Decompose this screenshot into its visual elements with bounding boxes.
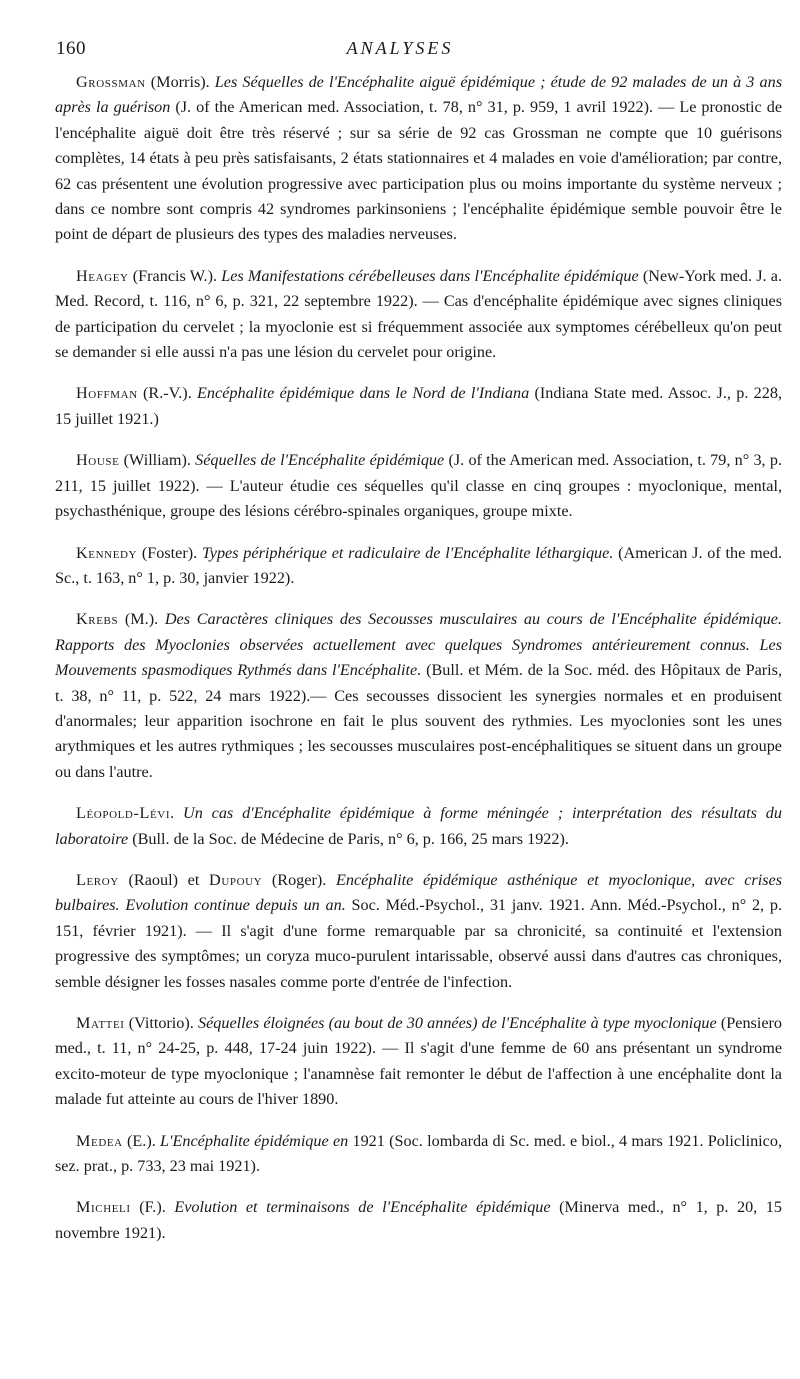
entry-body: (New-York med. J. a. Med. Record, t. 116, n° 6, p. 321, 22 septembre 1922). — Cas d'encéphalite épidémique avec signes cliniques de participation du cervelet ; la myoclonie est si fréquemment associée aux symptomes cérébelleux qu'on peut se demander si elle aussi n'a pas une lésion du cervelet pour origine. [55,266,782,362]
entry-kennedy [55,541,782,592]
entry-title: Les Séquelles de l'Encéphalite aiguë épidémique ; étude de 92 malades de un à 3 ans après la guérison [55,73,782,117]
entry-body: Soc. Méd.-Psychol., 31 janv. 1921. Ann. Méd.-Psychol., n° 2, p. 151, février 1921). — Il s'agit d'une forme remarquable par sa chronicité, sa continuité et l'extension progressive des symptômes; un coryza muco-purulent intarissable, observé aussi dans d'autres cas chroniques, semble désigner les fosses nasales comme porte d'entrée de l'infection. [55,896,782,991]
entry-author: Kennedy [76,543,138,562]
entry-title: Séquelles de l'Encéphalite épidémique [195,451,445,470]
entry-given-name: (M.). [118,610,165,629]
entry-grossman [55,70,782,248]
entry-coauthor-given-name: (Roger). [262,870,336,889]
entry-author: Mattei [76,1014,125,1032]
entry-title: Un cas d'Encéphalite épidémique à forme méningée ; interprétation des résultats du laboratoire [55,804,782,848]
entry-mattei [55,1011,782,1113]
entry-heagey [55,264,782,366]
entry-body: (Minerva med., n° 1, p. 20, 15 novembre 1921). [55,1198,782,1242]
bibliography-list [55,70,782,1262]
entry-given-name: (E.). [122,1131,161,1150]
entry-given-name: (F.). [130,1198,175,1217]
entry-leroy-dupouy [55,868,782,995]
entry-krebs [55,607,782,785]
entry-title: Evolution et terminaisons de l'Encéphalite épidémique [174,1198,551,1217]
entry-body: (Bull. et Mém. de la Soc. méd. des Hôpitaux de Paris, t. 38, n° 11, p. 522, 24 mars 1922).— Ces secousses dissocient les synergies normales et en produisent d'anormales; leur apparition isochrone en fait le plus souvent des rythmies. Les myoclonies sont les unes arythmiques et les autres rythmiques ; les secousses musculaires post-encéphalitiques se situent dans un groupe ou dans l'autre. [55,661,782,781]
entry-given-name: . [170,804,183,823]
entry-body: (J. of the American med. Association, t. 79, n° 3, p. 211, 15 juillet 1922). — L'auteur étudie ces séquelles qu'il classe en cinq groupes : myoclonique, mental, psychasthénique, groupe des lésions cérébro-spinales organiques, groupe mixte. [55,451,782,521]
entry-given-name: (Morris). [145,73,215,91]
entry-title: Des Caractères cliniques des Secousses musculaires au cours de l'Encéphalite épidémique. Rapports des Myoclonies observées actuellement avec quelques Syndromes antérieurement connus. Les Mouvements spasmodiques Rythmés dans l'Encéphalite. [55,610,782,680]
entry-body: (J. of the American med. Association, t. 78, n° 31, p. 959, 1 avril 1922). — Le pronostic de l'encéphalite aiguë doit être très réservé ; sur sa série de 92 cas Grossman ne compte que 10 guérisons complètes, 14 états à peu près satisfaisants, 2 états stationnaires et 4 malades en voie d'amélioration; par contre, 62 cas présentent une évolution progressive avec participation plus ou moins importante du système nerveux ; dans ce nombre sont compris 42 syndromes parkinsoniens ; l'encéphalite épidémique semble pouvoir être le point de départ de plusieurs des types des maladies nerveuses. [55,98,782,244]
entry-title: L'Encéphalite épidémique en [160,1131,349,1150]
entry-title: Encéphalite épidémique asthénique et myoclonique, avec crises bulbaires. Evolution continue depuis un an. [55,870,782,915]
entry-given-name: (Foster). [137,543,202,562]
entry-medea [55,1129,782,1180]
entry-body: (Pensiero med., t. 11, n° 24-25, p. 448, 17-24 juin 1922). — Il s'agit d'une femme de 60 ans présentant un syndrome excito-moteur de type myoclonique ; l'anamnèse fait remonter le début de l'affection à une encéphalite dont la malade fut atteinte au cours de l'hiver 1890. [55,1014,783,1109]
entry-house [55,448,782,524]
entry-author: Micheli [76,1198,131,1217]
entry-author: Hoffman [76,384,138,403]
entry-given-name: (Francis W.). [128,266,222,285]
entry-micheli [55,1195,782,1246]
entry-author: Léopold-Lévi [76,804,171,823]
page-number: 160 [56,38,86,59]
entry-title: Types périphérique et radiculaire de l'Encéphalite léthargique. [201,543,614,562]
entry-author: Heagey [76,266,129,285]
entry-author: Krebs [76,610,119,629]
entry-coauthor: Dupouy [209,870,263,889]
page-header [56,38,744,62]
entry-title: Encéphalite épidémique dans le Nord de l'Indiana [197,384,530,403]
entry-author: Medea [76,1131,123,1150]
entry-leopold-levi [55,801,782,852]
entry-given-name: (R.-V.). [137,384,198,403]
entry-body: (American J. of the med. Sc., t. 163, n° 1, p. 30, janvier 1922). [55,543,783,587]
entry-hoffman [55,381,782,432]
entry-author: Grossman [76,73,146,91]
entry-body: (Bull. de la Soc. de Médecine de Paris, n° 6, p. 166, 25 mars 1922). [128,829,569,848]
entry-given-name: (Vittorio). [124,1014,199,1032]
entry-given-name: (Raoul) et [118,870,210,889]
running-head: ANALYSES [346,38,454,58]
entry-given-name: (William). [119,451,196,470]
entry-title: Séquelles éloignées (au bout de 30 années) de l'Encéphalite à type myoclonique [198,1014,717,1032]
entry-author: House [76,451,120,470]
entry-title: Les Manifestations cérébelleuses dans l'Encéphalite épidémique [221,266,639,285]
entry-body: (Indiana State med. Assoc. J., p. 228, 15 juillet 1921.) [55,384,782,428]
entry-author: Leroy [76,870,119,889]
entry-body: 1921 (Soc. lombarda di Sc. med. e biol., 4 mars 1921. Policlinico, sez. prat., p. 733, 23 mai 1921). [55,1131,782,1176]
